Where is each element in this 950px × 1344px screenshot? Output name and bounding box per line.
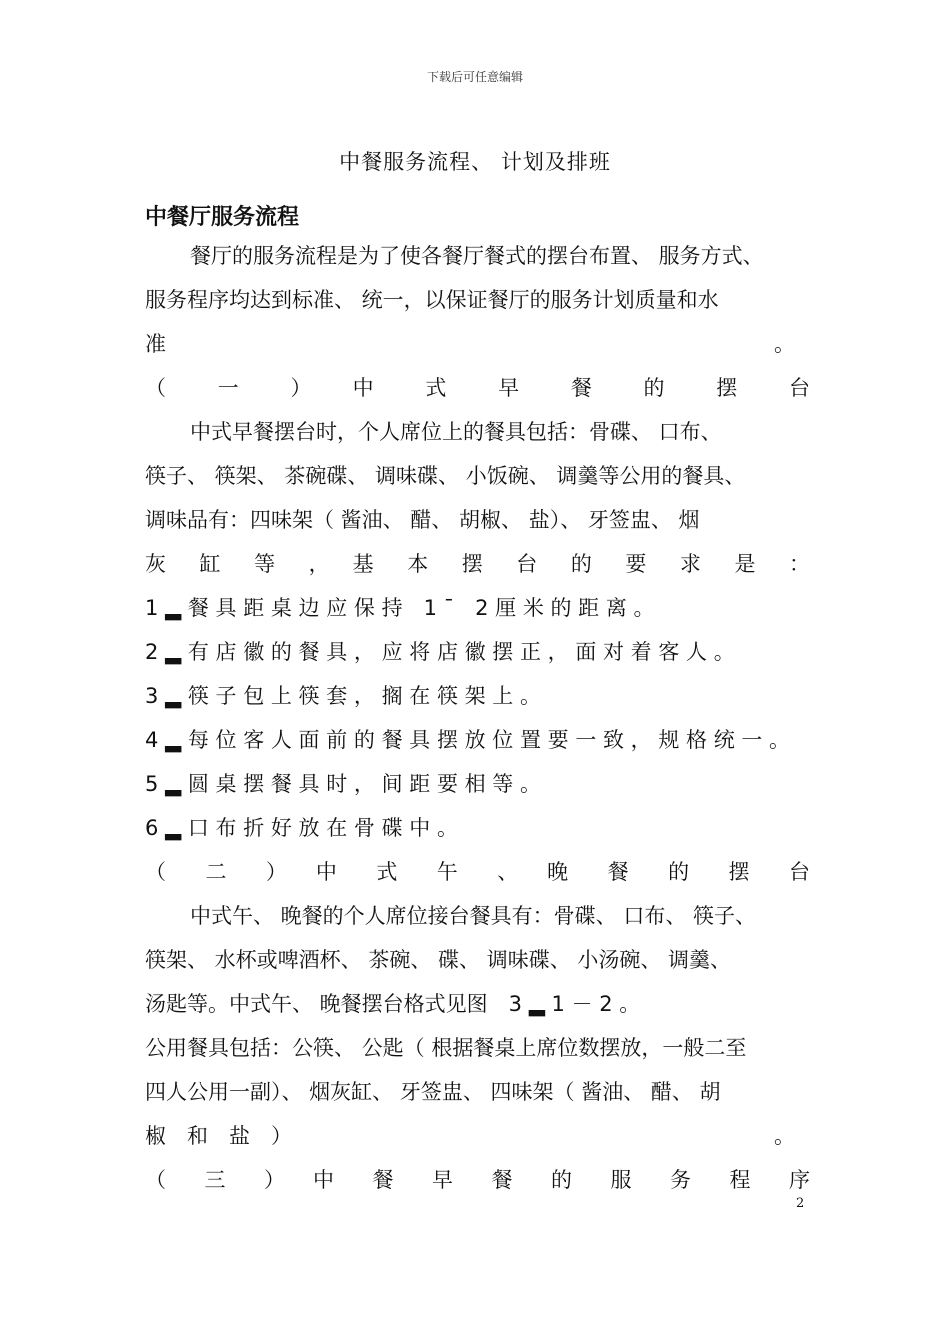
paragraph-line: 中式早餐摆台时，个人席位上的餐具包括：骨碟、 口布、: [190, 420, 722, 444]
paragraph-line: 灰 缸 等 ， 基 本 摆 台 的 要 求 是 ：: [145, 552, 810, 576]
paragraph-line: 调味品有：四味架（ 酱油、 醋、 胡椒、 盐）、 牙签盅、 烟: [145, 508, 700, 532]
paragraph-line: 筷架、 水杯或啤酒杯、 茶碗、 碟、 调味碟、 小汤碗、 调羹、: [145, 948, 732, 972]
subsection-heading: （ 二 ） 中 式 午 、 晚 餐 的 摆 台: [145, 860, 810, 884]
header-note: 下载后可任意编辑: [426, 70, 523, 84]
page-number: 2: [796, 1196, 805, 1211]
document-title: 中餐服务流程、 计划及排班: [339, 150, 611, 174]
paragraph-line: 服务程序均达到标准、 统一，以保证餐厅的服务计划质量和水: [145, 288, 719, 312]
subsection-heading: （ 三 ） 中 餐 早 餐 的 服 务 程 序: [145, 1168, 810, 1192]
paragraph-line: 餐厅的服务流程是为了使各餐厅餐式的摆台布置、 服务方式、: [190, 244, 764, 268]
paragraph-line: 四人公用一副）、 烟灰缸、 牙签盅、 四味架（ 酱油、 醋、 胡: [145, 1080, 721, 1104]
line-end-punctuation: 。: [774, 1124, 795, 1148]
paragraph-line-text: 椒 和 盐 ）: [145, 1124, 292, 1148]
list-item: 6 ▂ 口 布 折 好 放 在 骨 碟 中 。: [145, 816, 458, 840]
paragraph-line-text: 准: [145, 332, 166, 356]
line-end-punctuation: 。: [774, 332, 795, 356]
section-heading: 中餐厅服务流程: [145, 205, 300, 230]
list-item: 3 ▂ 筷 子 包 上 筷 套 ， 搁 在 筷 架 上 。: [145, 684, 541, 708]
list-item: 1 ▂ 餐 具 距 桌 边 应 保 持 1 ¯ 2 厘 米 的 距 离 。: [145, 596, 655, 620]
list-item: 5 ▂ 圆 桌 摆 餐 具 时 ， 间 距 要 相 等 。: [145, 772, 541, 796]
paragraph-line: 公用餐具包括：公筷、 公匙（ 根据餐桌上席位数摆放，一般二至: [145, 1036, 747, 1060]
paragraph-line: [145, 329, 810, 359]
paragraph-line: 筷子、 筷架、 茶碗碟、 调味碟、 小饭碗、 调羹等公用的餐具、: [145, 464, 746, 488]
paragraph-line: [145, 1121, 810, 1151]
list-item: 4 ▂ 每 位 客 人 面 前 的 餐 具 摆 放 位 置 要 一 致 ， 规 格 统 一 。: [145, 728, 791, 752]
paragraph-line: 中式午、 晚餐的个人席位接台餐具有：骨碟、 口布、 筷子、: [190, 904, 757, 928]
list-item: 2 ▂ 有 店 徽 的 餐 具 ， 应 将 店 徽 摆 正 ， 面 对 着 客 人 。: [145, 640, 735, 664]
subsection-heading: （ 一 ） 中 式 早 餐 的 摆 台: [145, 376, 810, 400]
paragraph-line: 汤匙等。中式午、 晚餐摆台格式见图 3 ▂ 1 － 2 。: [145, 992, 641, 1016]
